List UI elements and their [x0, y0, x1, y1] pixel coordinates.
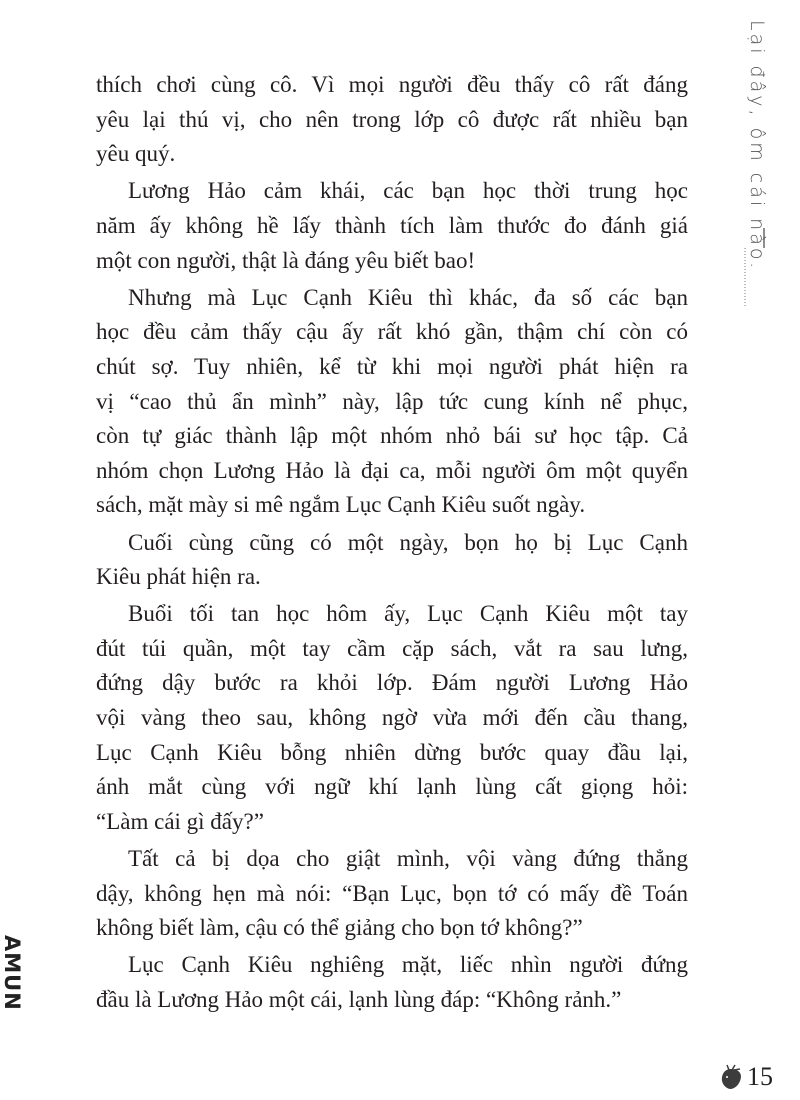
publisher-logo-text: AMUN: [0, 935, 24, 1011]
text-line: Cuối cùng cũng có một ngày, bọn họ bị Lục Cạnh: [128, 529, 688, 555]
text-line: đút túi quần, một tay cầm cặp sách, vắt ra sau lưng,: [96, 635, 688, 661]
paragraph: [96, 174, 688, 278]
text-line: Lục Cạnh Kiêu nghiêng mặt, liếc nhìn người đứng: [128, 952, 688, 978]
text-line: Lương Hảo cảm khái, các bạn học thời trung học: [128, 178, 688, 204]
paragraph: [96, 281, 688, 523]
text-line: một con người, thật là đáng yêu biết bao!: [96, 247, 476, 273]
text-line: đứng dậy bước ra khỏi lớp. Đám người Lương Hảo: [96, 670, 688, 696]
text-line: vội vàng theo sau, không ngờ vừa mới đến cầu thang,: [96, 705, 688, 731]
text-line: dậy, không hẹn mà nói: “Bạn Lục, bọn tớ có mấy đề Toán: [96, 880, 688, 906]
text-line: yêu quý.: [96, 141, 176, 167]
paragraph: [96, 526, 688, 595]
running-title: [742, 16, 772, 346]
body-text: [96, 68, 688, 1020]
text-line: yêu lại thú vị, cho nên trong lớp cô được rất nhiều bạn: [96, 106, 688, 132]
text-line: Kiêu phát hiện ra.: [96, 564, 261, 590]
text-line: thích chơi cùng cô. Vì mọi người đều thấy cô rất đáng: [96, 72, 688, 97]
page-number: 15: [747, 1062, 773, 1091]
text-line: còn tự giác thành lập một nhóm nhỏ bái sư học tập. Cả: [96, 423, 688, 449]
text-line: nhóm chọn Lương Hảo là đại ca, mỗi người ôm một quyển: [96, 457, 688, 483]
text-line: chút sợ. Tuy nhiên, kể từ khi mọi người phát hiện ra: [96, 353, 688, 379]
publisher-logo: [2, 935, 24, 1015]
text-line: ánh mắt cùng với ngữ khí lạnh lùng cất giọng hỏi:: [96, 774, 688, 800]
strawberry-icon: [719, 1064, 743, 1090]
text-line: đầu là Lương Hảo một cái, lạnh lùng đáp: “Không rảnh.”: [96, 987, 622, 1012]
text-line: vị “cao thủ ẩn mình” này, lập tức cung kính nể phục,: [96, 388, 688, 414]
text-line: Tất cả bị dọa cho giật mình, vội vàng đứng thẳng: [128, 846, 688, 872]
text-line: “Làm cái gì đấy?”: [96, 808, 264, 834]
text-line: Lục Cạnh Kiêu bỗng nhiên dừng bước quay đầu lại,: [96, 739, 688, 765]
running-title-text: Lại đây, ôm cái nào.: [746, 20, 768, 272]
paragraph: [96, 948, 688, 1017]
paragraph: [96, 842, 688, 946]
text-line: học đều cảm thấy cậu ấy rất khó gần, thậm chí còn có: [96, 319, 688, 345]
text-line: Buổi tối tan học hôm ấy, Lục Cạnh Kiêu một tay: [128, 601, 688, 627]
moon-icon: [742, 16, 772, 346]
text-line: năm ấy không hề lấy thành tích làm thước đo đánh giá: [96, 212, 688, 238]
text-line: Nhưng mà Lục Cạnh Kiêu thì khác, đa số các bạn: [128, 284, 688, 310]
text-line: không biết làm, cậu có thể giảng cho bọn tớ không?”: [96, 915, 583, 941]
paragraph: [96, 597, 688, 839]
text-line: sách, mặt mày si mê ngắm Lục Cạnh Kiêu suốt ngày.: [96, 492, 586, 518]
paragraph: [96, 68, 688, 172]
